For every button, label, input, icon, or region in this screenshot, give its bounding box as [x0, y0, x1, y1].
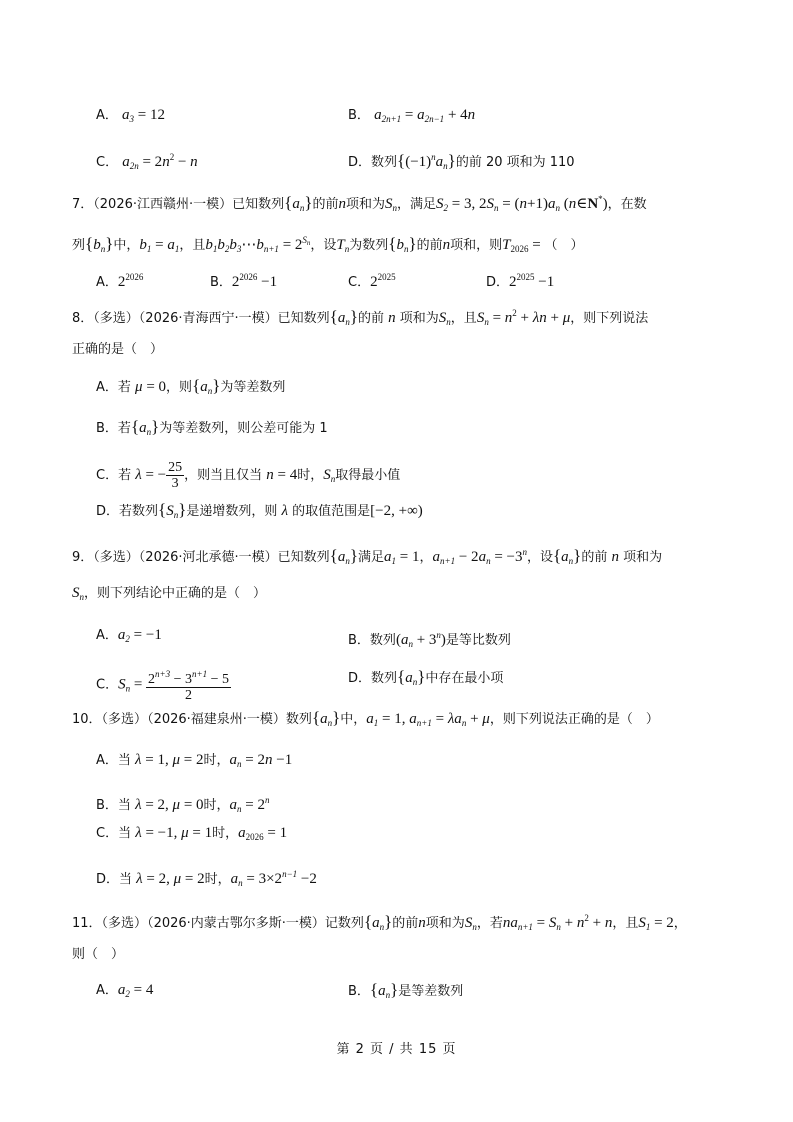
option-label: B． — [348, 108, 370, 123]
q7-option-a: A．$2^{2026}$ — [96, 272, 144, 290]
question-source: （2026·青海西宁·一模） — [138, 311, 278, 326]
question-number: 8． — [72, 311, 94, 326]
q8-option-d: D．若数列$\{S_n\}$是递增数列，则 λ 的取值范围是[−2, +∞) — [96, 500, 423, 520]
q9-option-c: C．$S_n$ = $\frac{2^{n+3} - 3^{n+1} - 5}{2}$ — [96, 669, 230, 703]
q7-option-c: C．$2^{2025}$ — [348, 272, 396, 290]
q9-stem-line1: 9．（多选）（2026·河北承德·一模）已知数列$\{a_n\}$满足$a_1 = 1$，$a_{n+1} - 2a_n = -3^n$，设$\{a_n\}$的前 n 项和为 — [72, 546, 663, 566]
question-source: （2026·江西赣州·一模） — [93, 197, 233, 212]
q10-option-d: D．当 λ = 2, μ = 2时，$a_n = 3\times 2^{n-1} -2$ — [96, 869, 317, 888]
q11-stem-line1: 11．（多选）（2026·内蒙古鄂尔多斯·一模）记数列$\{a_n\}$的前n项和为$S_n$，若$na_{n+1} = S_n + n^2 + n$，且$S_1 = 2$， — [72, 912, 687, 932]
q7-stem-line2: 列$\{b_n\}$中，$b_1 = a_1$，且$b_1b_2b_3\cdots b_{n+1} = 2^{S_n}$，设$T_n$为数列$\{b_n\}$的前n项和，则$T_{2026}$ = （ ） — [72, 234, 584, 254]
question-number: 10． — [72, 712, 102, 727]
q8-option-c: C．若 λ = − $\frac{25}{3}$ ，则当且仅当 n = 4时，$S_n$取得最小值 — [96, 460, 401, 491]
question-tag: （多选） — [101, 712, 148, 727]
option-label: D． — [348, 155, 372, 170]
question-source: （2026·福建泉州·一模） — [147, 712, 286, 727]
q6-option-a: A． $a_3 = 12$ — [96, 107, 166, 124]
q8-stem-line1: 8．（多选）（2026·青海西宁·一模）已知数列$\{a_n\}$的前 n 项和为$S_n$，且$S_n = n^2 + \lambda n + \mu$，则下列说法 — [72, 307, 649, 327]
question-number: 7． — [72, 197, 94, 212]
q9-option-d: D．数列$\{a_n\}$中存在最小项 — [348, 667, 504, 687]
q8-stem-line2: 正确的是（ ） — [72, 342, 164, 357]
q7-option-d: D．$2^{2025} -1$ — [486, 272, 555, 290]
q10-option-c: C．当 λ = −1, μ = 1时，$a_{2026} = 1$ — [96, 825, 288, 842]
q6-option-c: C． $a_{2n} = 2n^2 - n$ — [96, 152, 198, 171]
q7-option-b: B．$2^{2026} -1$ — [210, 272, 278, 290]
question-source: （2026·内蒙古鄂尔多斯·一模） — [147, 916, 325, 931]
question-tag: （多选） — [93, 550, 139, 565]
q8-option-a: A．若 μ = 0，则$\{a_n\}$为等差数列 — [96, 376, 286, 396]
question-number: 11． — [72, 916, 102, 931]
q10-stem: 10．（多选）（2026·福建泉州·一模）数列$\{a_n\}$中，$a_1 = 1$, $a_{n+1} = \lambda a_n + \mu$，则下列说法正确的是（ ） — [72, 708, 659, 728]
question-tag: （多选） — [93, 311, 139, 326]
option-label: C． — [96, 155, 119, 170]
q6-option-d: D．数列$\{(-1)^na_n\}$的前 20 项和为 110 — [348, 151, 575, 171]
q11-option-a: A．$a_2 = 4$ — [96, 982, 154, 999]
q9-option-b: B．数列$(a_n + 3^n)$是等比数列 — [348, 630, 511, 649]
q10-option-b: B．当 λ = 2, μ = 0时，$a_n = 2^n$ — [96, 795, 270, 814]
question-tag: （多选） — [101, 916, 148, 931]
option-label: A． — [96, 108, 118, 123]
q8-option-b: B．若$\{a_n\}$为等差数列，则公差可能为 1 — [96, 417, 328, 437]
q9-option-a: A．$a_2 = -1$ — [96, 627, 162, 644]
q11-option-b: B．$\{a_n\}$是等差数列 — [348, 980, 464, 1000]
q9-stem-line2: $S_n$，则下列结论中正确的是（ ） — [72, 585, 267, 602]
q6-option-b: B． $a_{2n+1} = a_{2n-1} + 4n$ — [348, 107, 476, 124]
q7-stem-line1: 7．（2026·江西赣州·一模）已知数列$\{a_n\}$的前n项和为$S_n$，满足$S_2 = 3$, $2S_n = (n+1)a_n$ (n∈N*)，在数 — [72, 193, 647, 213]
question-source: （2026·河北承德·一模） — [138, 550, 278, 565]
question-number: 9． — [72, 550, 94, 565]
q10-option-a: A．当 λ = 1, μ = 2时，$a_n = 2n -1$ — [96, 752, 293, 769]
page-footer: 第 2 页 / 共 15 页 — [336, 1042, 457, 1057]
q11-stem-line2: 则（ ） — [72, 947, 125, 962]
